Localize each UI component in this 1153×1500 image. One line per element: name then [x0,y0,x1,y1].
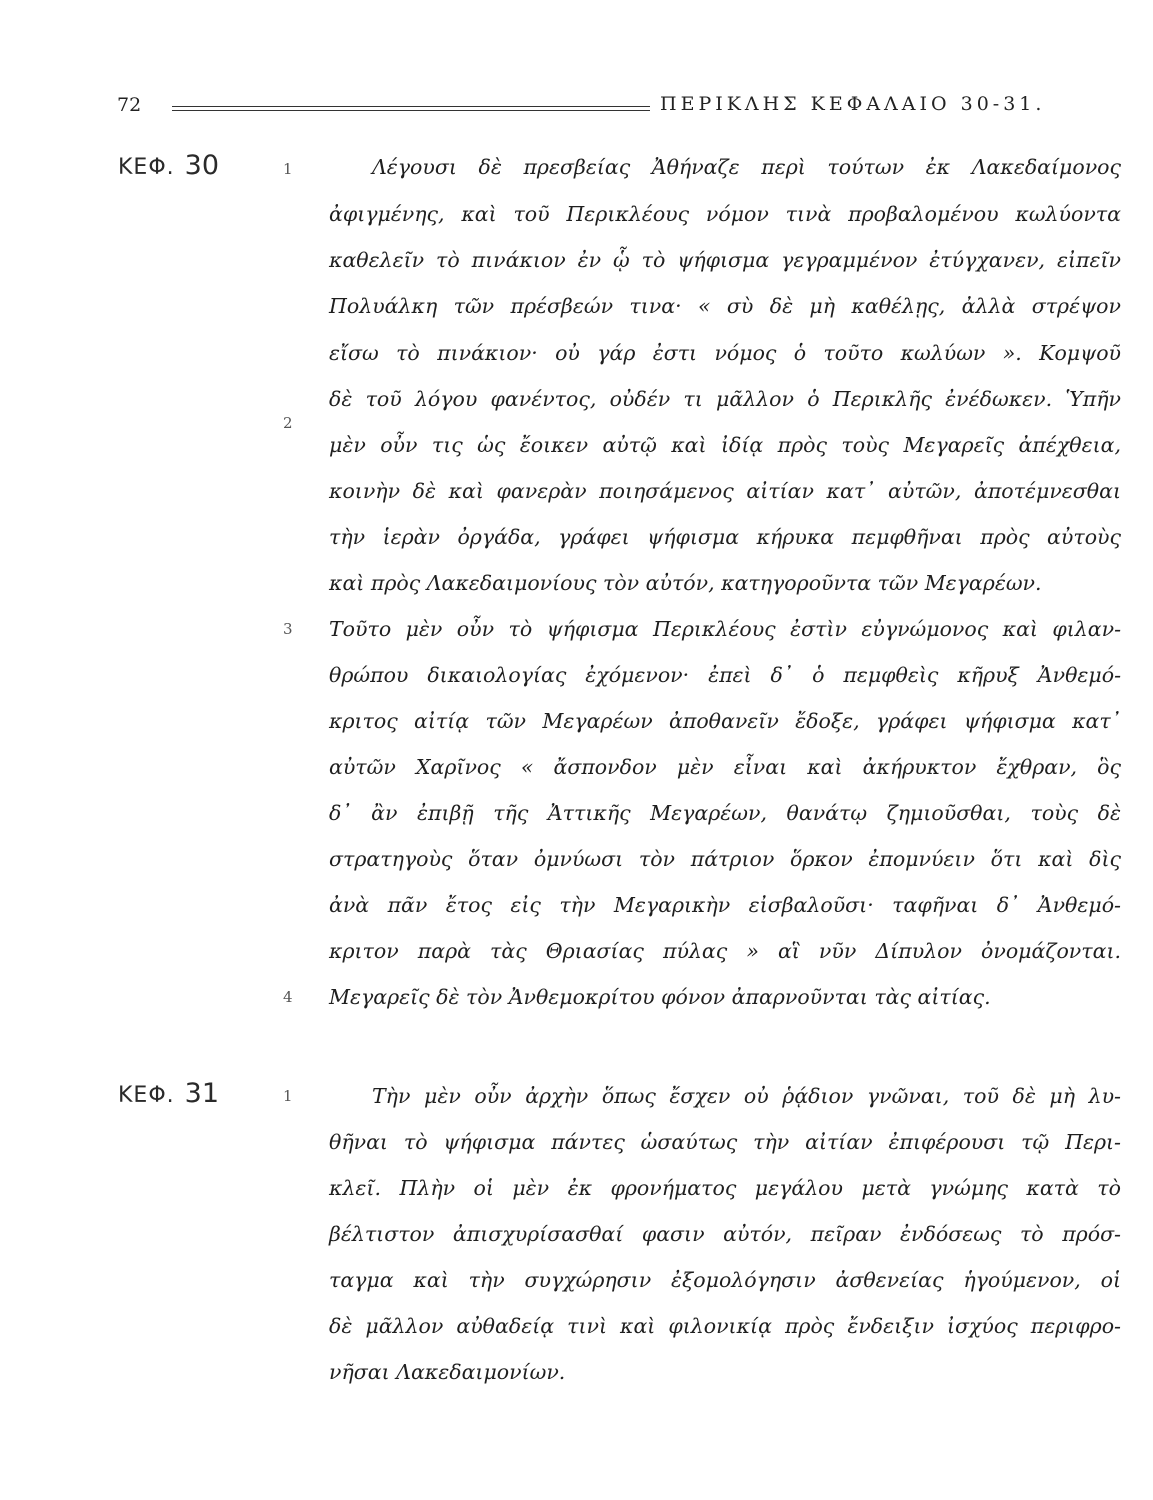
chapter-prefix: ΚΕΦ. [118,1083,175,1108]
chapter-number: 30 [184,150,219,181]
section-number: 4 [283,988,293,1006]
text-line: κριτος αἰτίᾳ τῶν Μεγαρέων ἀποθανεῖν ἔδοξε, γράφει ψήφισμα κατ᾽ [329,709,1121,733]
text-line: Πολυάλκη τῶν πρέσβεών τινα· « σὺ δὲ μὴ καθέλῃς, ἀλλὰ στρέψον [329,294,1121,318]
text-line: Μεγαρεῖς δὲ τὸν Ἀνθεμοκρίτου φόνον ἀπαρνοῦνται τὰς αἰτίας. [329,985,991,1009]
chapter-number: 31 [184,1078,219,1109]
header-rule [172,106,650,111]
text-line: ταγμα καὶ τὴν συγχώρησιν ἐξομολόγησιν ἀσθενείας ἡγούμενον, οἱ [329,1268,1121,1292]
text-line: δὲ τοῦ λόγου φανέντος, οὐδέν τι μᾶλλον ὁ Περικλῆς ἐνέδωκεν. Ὑπῆν [329,387,1121,411]
section-number: 2 [283,414,293,432]
text-line: θῆναι τὸ ψήφισμα πάντες ὡσαύτως τὴν αἰτίαν ἐπιφέρουσι τῷ Περι- [329,1130,1121,1154]
section-number: 1 [283,160,293,178]
text-line: νῆσαι Λακεδαιμονίων. [329,1360,566,1384]
text-line: εἴσω τὸ πινάκιον· οὐ γάρ ἐστι νόμος ὁ τοῦτο κωλύων ». Κομψοῦ [329,341,1121,365]
text-line: καθελεῖν τὸ πινάκιον ἐν ᾧ τὸ ψήφισμα γεγραμμένον ἐτύγχανεν, εἰπεῖν [329,248,1121,272]
text-line: τὴν ἱερὰν ὀργάδα, γράφει ψήφισμα κήρυκα πεμφθῆναι πρὸς αὐτοὺς [329,525,1121,549]
running-title: ΠΕΡΙΚΛΗΣ ΚΕΦΑΛΑΙΟ 30-31. [660,93,1046,115]
text-line: στρατηγοὺς ὅταν ὀμνύωσι τὸν πάτριον ὅρκον ἐπομνύειν ὅτι καὶ δὶς [329,847,1121,871]
text-line: κριτον παρὰ τὰς Θριασίας πύλας » αἳ νῦν Δίπυλον ὀνομάζονται. [329,939,1121,963]
text-line: ἀφιγμένης, καὶ τοῦ Περικλέους νόμον τινὰ προβαλομένου κωλύοντα [329,202,1121,226]
text-line: δ᾽ ἂν ἐπιβῇ τῆς Ἀττικῆς Μεγαρέων, θανάτῳ ζημιοῦσθαι, τοὺς δὲ [329,801,1121,825]
text-line: κλεῖ. Πλὴν οἱ μὲν ἐκ φρονήματος μεγάλου μετὰ γνώμης κατὰ τὸ [329,1176,1121,1200]
text-line: θρώπου δικαιολογίας ἐχόμενον· ἐπεὶ δ᾽ ὁ πεμφθεὶς κῆρυξ Ἀνθεμό- [329,663,1121,687]
section-number: 3 [283,620,293,638]
text-line: μὲν οὖν τις ὡς ἔοικεν αὐτῷ καὶ ἰδίᾳ πρὸς τοὺς Μεγαρεῖς ἀπέχθεια, [329,433,1121,457]
text-line: Λέγουσι δὲ πρεσβείας Ἀθήναζε περὶ τούτων ἐκ Λακεδαίμονος [372,155,1121,179]
text-line: δὲ μᾶλλον αὐθαδείᾳ τινὶ καὶ φιλονικίᾳ πρὸς ἔνδειξιν ἰσχύος περιφρο- [329,1314,1121,1338]
text-line: βέλτιστον ἀπισχυρίσασθαί φασιν αὐτόν, πεῖραν ἐνδόσεως τὸ πρόσ- [329,1222,1121,1246]
text-line: καὶ πρὸς Λακεδαιμονίους τὸν αὐτόν, κατηγοροῦντα τῶν Μεγαρέων. [329,571,1042,595]
section-number: 1 [283,1087,293,1105]
text-line: ἀνὰ πᾶν ἔτος εἰς τὴν Μεγαρικὴν εἰσβαλοῦσι· ταφῆναι δ᾽ Ἀνθεμό- [329,893,1121,917]
text-line: Τὴν μὲν οὖν ἀρχὴν ὅπως ἔσχεν οὐ ῥᾴδιον γνῶναι, τοῦ δὲ μὴ λυ- [372,1084,1121,1108]
text-line: κοινὴν δὲ καὶ φανερὰν ποιησάμενος αἰτίαν κατ᾽ αὐτῶν, ἀποτέμνεσθαι [329,479,1121,503]
text-line: αὐτῶν Χαρῖνος « ἄσπονδον μὲν εἶναι καὶ ἀκήρυκτον ἔχθραν, ὃς [329,755,1121,779]
chapter-label-30 [118,150,219,181]
chapter-label-31 [118,1078,219,1109]
chapter-prefix: ΚΕΦ. [118,155,175,180]
page-number: 72 [117,94,142,116]
text-line: Τοῦτο μὲν οὖν τὸ ψήφισμα Περικλέους ἐστὶν εὐγνώμονος καὶ φιλαν- [329,617,1121,641]
